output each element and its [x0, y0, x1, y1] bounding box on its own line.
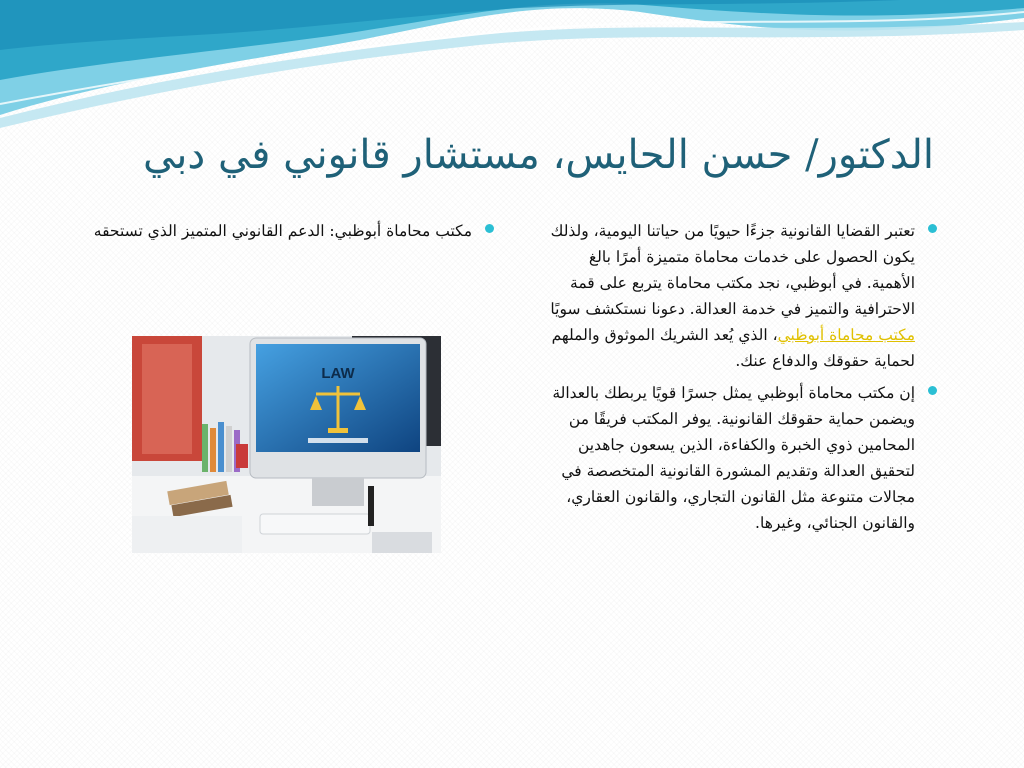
monitor-law-text: LAW	[321, 365, 355, 382]
keyboard-icon	[260, 514, 370, 534]
law-computer-photo	[132, 336, 441, 553]
header-wave-decoration	[0, 0, 1024, 130]
paragraph1-text: تعتبر القضايا القانونية جزءًا حيويًا من حياتنا اليومية، ولذلك يكون الحصول على خدمات محاماة متميزة أمرًا بالغ الأهمية. في أبوظبي، نجد مكتب محاماة يتربع على قمة الاحترافية والتميز في خدمة العدالة. دعونا نستكشف سويًا	[550, 222, 915, 318]
pen-icon	[368, 486, 374, 526]
list-item	[545, 380, 933, 536]
slide-title: الدكتور/ حسن الحايس، مستشار قانوني في دبي	[142, 132, 934, 178]
left-bullet-text: مكتب محاماة أبوظبي: الدعم القانوني المتميز الذي تستحقه	[93, 222, 472, 240]
bullet-dot-icon	[485, 224, 494, 233]
list-item	[545, 218, 933, 374]
right-text-column	[545, 218, 933, 542]
paragraph1-text-end: ، الذي يُعد الشريك الموثوق والملهم لحماية حقوقك والدفاع عنك.	[551, 326, 915, 370]
bullet-dot-icon	[928, 224, 937, 233]
list-item	[70, 218, 490, 244]
left-text-column	[70, 218, 490, 250]
paragraph2-text: إن مكتب محاماة أبوظبي يمثل جسرًا قويًا يربطك بالعدالة ويضمن حماية حقوقك القانونية. يوفر المكتب فريقًا من المحامين ذوي الخبرة والكفاءة، الذين يسعون جاهدين لتحقيق العدالة وتقديم المشورة القانونية المتخصصة في مجالات متنوعة مثل القانون التجاري، والقانون العقاري، والقانون الجنائي، وغيرها.	[552, 384, 915, 532]
law-computer-illustration	[132, 336, 441, 553]
abudhabi-law-office-link[interactable]: مكتب محاماة أبوظبي	[777, 326, 915, 344]
bullet-dot-icon	[928, 386, 937, 395]
